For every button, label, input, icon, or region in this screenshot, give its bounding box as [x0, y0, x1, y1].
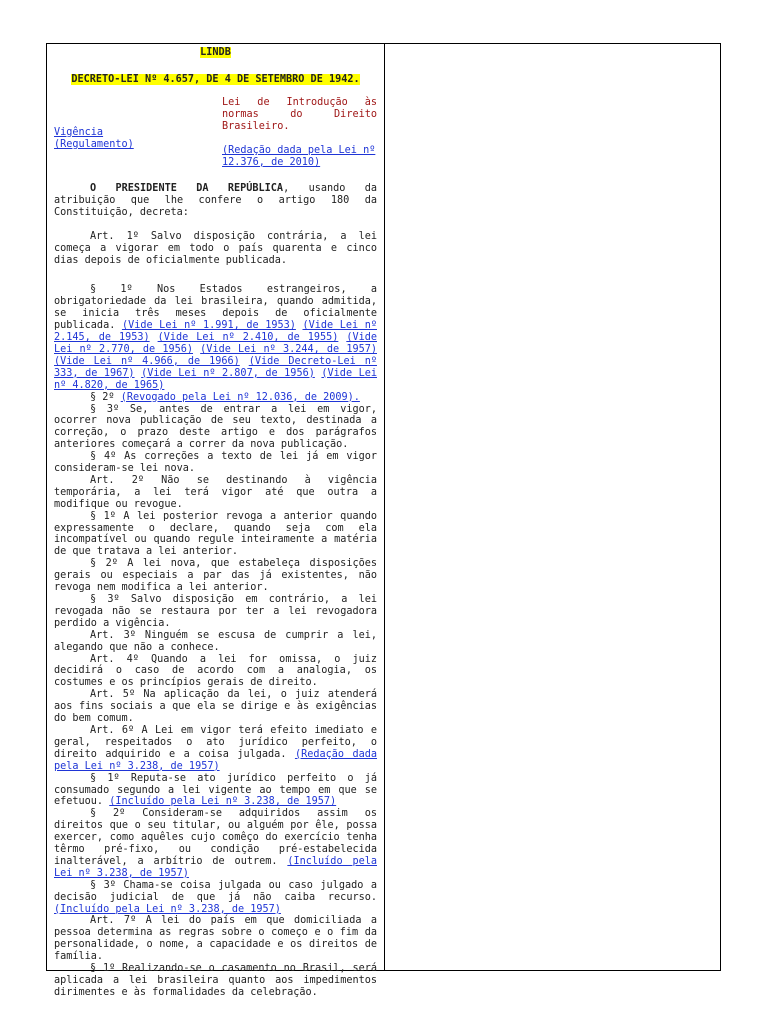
art-6-par-1: § 1º Reputa-se ato jurídico perfeito o já consumado segundo a lei vigente ao tempo em que se efetuou. (Incluído pela Lei nº 3.238, de 1957) — [54, 772, 377, 808]
art-1-par-1: § 1º Nos Estados estrangeiros, a obrigatoriedade da lei brasileira, quando admitida, se inicia três meses depois de oficialmente publicada. (Vide Lei nº 1.991, de 1953) (Vide Lei nº 2.145, de 1953) (Vide Lei nº 2.410, de 1955) (Vide Lei nº 2.770, de 1956) (Vide Lei nº 3.244, de 1957) (Vide Lei nº 4.966, de 1966) (Vide Decreto-Lei nº 333, de 1967) (Vide Lei nº 2.807, de 1956) (Vide Lei nº 4.820, de 1965) — [54, 284, 378, 391]
art-3: Art. 3º Ninguém se escusa de cumprir a lei, alegando que não a conhece. — [54, 629, 377, 653]
preamble: O PRESIDENTE DA REPÚBLICA, usando da atribuição que lhe confere o artigo 180 da Constituição, decreta: — [54, 183, 378, 218]
vide-link[interactable]: (Vide Lei nº 2.807, de 1956) — [141, 367, 315, 379]
ementa-redacao-link[interactable]: (Redação dada pela Lei nº 12.376, de 2010) — [222, 145, 376, 168]
art-1-par-3: § 3º Se, antes de entrar a lei em vigor, ocorrer nova publicação de seu texto, destinada a correção, o prazo deste artigo e dos parágrafos anteriores começará a correr da nova publicação. — [54, 403, 377, 451]
vide-link[interactable]: (Vide Lei nº 4.820, de 1965) — [54, 367, 378, 391]
vide-link[interactable]: (Vide Lei nº 2.770, de 1956) — [54, 332, 377, 355]
incluido-link[interactable]: (Incluído pela Lei nº 3.238, de 1957) — [54, 855, 377, 879]
art-1: Art. 1º Salvo disposição contrária, a lei começa a vigorar em todo o país quarenta e cinco dias depois de oficialmente publicada. — [54, 230, 377, 266]
decree-title: DECRETO-LEI Nº 4.657, DE 4 DE SETEMBRO DE 1942. — [71, 73, 360, 85]
revogado-link[interactable]: (Revogado pela Lei nº 12.036, de 2009). — [120, 391, 360, 403]
ementa: Lei de Introdução às normas do Direito Brasileiro. — [222, 97, 377, 132]
vide-link[interactable]: (Vide Lei nº 4.966, de 1966) — [54, 355, 240, 367]
art-6: Art. 6º A Lei em vigor terá efeito imediato e geral, respeitados o ato jurídico perfeito, o direito adquirido e a coisa julgada. (Redação dada pela Lei nº 3.238, de 1957) — [54, 724, 378, 772]
art-2: Art. 2º Não se destinando à vigência temporária, a lei terá vigor até que outra a modifique ou revogue. — [54, 474, 377, 510]
art-7-par-1: § 1º Realizando-se o casamento no Brasil, será aplicada a lei brasileira quanto aos impedimentos dirimentes e às formalidades da celebração. — [54, 963, 377, 998]
art-2-par-1: § 1º A lei posterior revoga a anterior quando expressamente o declare, quando seja com ela incompatível ou quando regule inteiramente a matéria de que tratava a lei anterior. — [54, 510, 377, 558]
art-4: Art. 4º Quando a lei for omissa, o juiz decidirá o caso de acordo com a analogia, os costumes e os princípios gerais de direito. — [54, 653, 377, 689]
column-divider — [384, 44, 385, 970]
vigencia-link[interactable]: Vigência — [54, 127, 104, 138]
redacao-link[interactable]: (Redação dada pela Lei nº 3.238, de 1957) — [54, 748, 378, 772]
incluido-link[interactable]: (Incluído pela Lei nº 3.238, de 1957) — [54, 903, 281, 915]
vide-link[interactable]: (Vide Lei nº 3.244, de 1957) — [200, 343, 377, 355]
art-6-par-2: § 2º Consideram-se adquiridos assim os direitos que o seu titular, ou alguém por êle, possa exercer, como aquêles cujo comêço do exercício tenha têrmo pré-fixo, ou condição pré-estabelecida inalterável, a arbítrio de outrem. (Incluído pela Lei nº 3.238, de 1957) — [54, 808, 377, 879]
vide-link[interactable]: (Vide Lei nº 2.145, de 1953) — [54, 320, 377, 344]
law-text-column — [54, 47, 377, 999]
art-1-par-4: § 4º As correções a texto de lei já em vigor consideram-se lei nova. — [54, 451, 377, 475]
regulamento-link[interactable]: (Regulamento) — [54, 138, 134, 150]
art-2-par-2: § 2º A lei nova, que estabeleça disposições gerais ou especiais a par das já existentes, não revoga nem modifica a lei anterior. — [54, 558, 377, 594]
header-block — [54, 47, 377, 168]
document-table — [46, 43, 721, 998]
art-1-par-2: § 2º (Revogado pela Lei nº 12.036, de 2009). — [90, 391, 360, 403]
vide-link[interactable]: (Vide Lei nº 1.991, de 1953) — [121, 320, 296, 332]
art-2-par-3: § 3º Salvo disposição em contrário, a lei revogada não se restaura por ter a lei revogadora perdido a vigência. — [54, 594, 377, 629]
art-6-par-3: § 3º Chama-se coisa julgada ou caso julgado a decisão judicial de que já não caiba recurso. (Incluído pela Lei nº 3.238, de 1957) — [54, 879, 377, 915]
incluido-link[interactable]: (Incluído pela Lei nº 3.238, de 1957) — [109, 796, 337, 808]
law-title: LINDB — [200, 47, 231, 58]
art-5: Art. 5º Na aplicação da lei, o juiz atenderá aos fins sociais a que ela se dirige e às exigências do bem comum. — [54, 689, 377, 725]
vide-link[interactable]: (Vide Lei nº 2.410, de 1955) — [157, 332, 339, 344]
art-7: Art. 7º A lei do país em que domiciliada a pessoa determina as regras sobre o começo e o fim da personalidade, o nome, a capacidade e os direitos de família. — [54, 915, 377, 963]
vide-link[interactable]: (Vide Decreto-Lei nº 333, de 1967) — [54, 355, 377, 379]
